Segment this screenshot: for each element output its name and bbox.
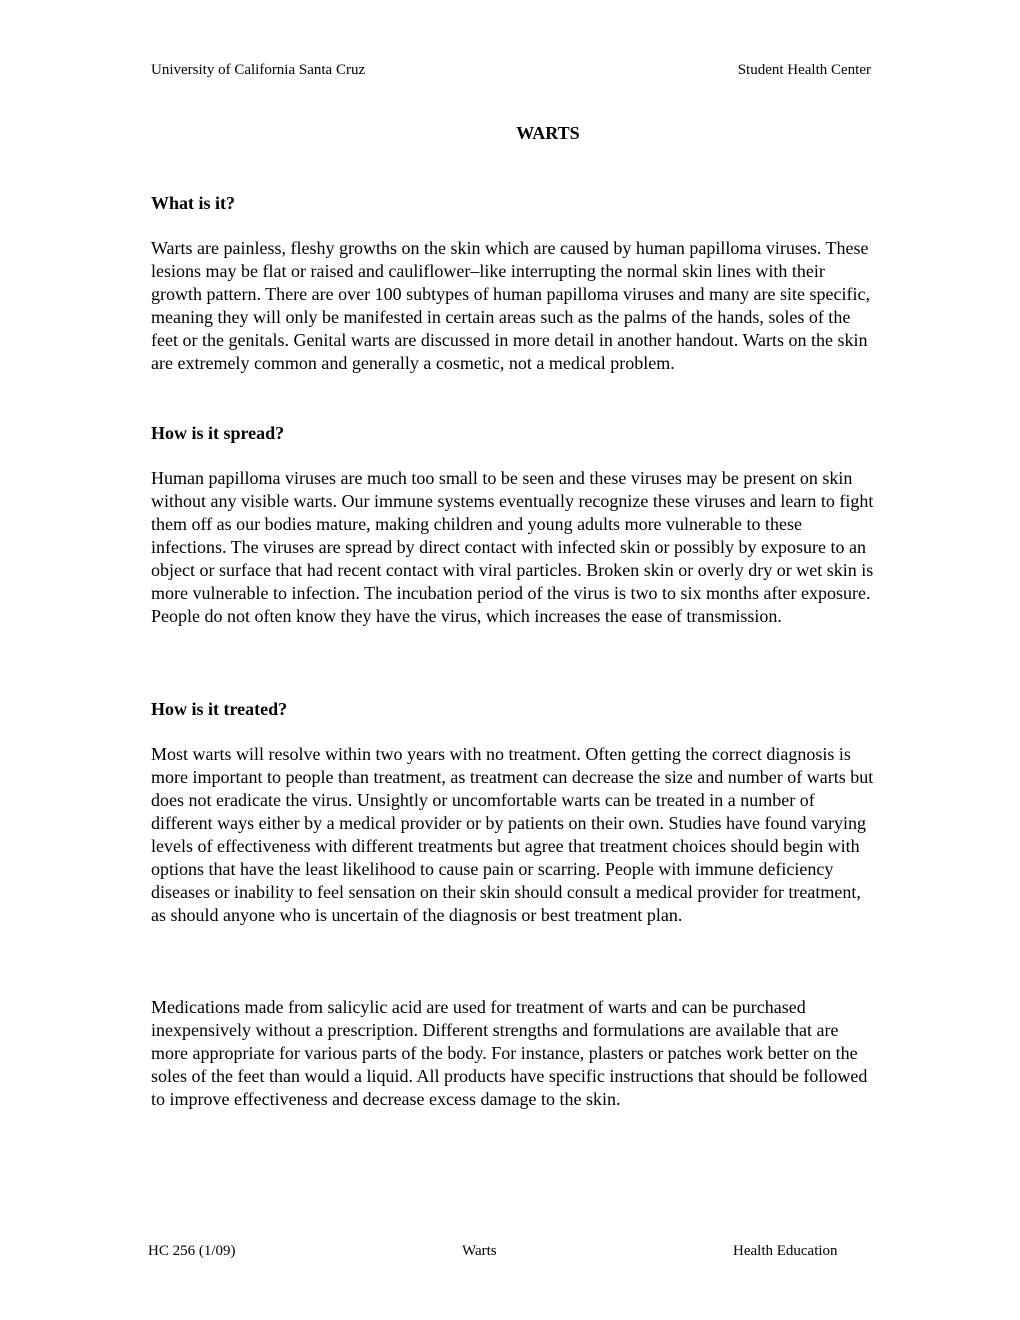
section-body-medications	[151, 996, 875, 1111]
section-body-what-is-it	[151, 237, 875, 375]
header-institution: University of California Santa Cruz	[151, 62, 366, 78]
section-heading-how-spread: How is it spread?	[151, 423, 285, 443]
footer-department: Health Education	[733, 1243, 838, 1259]
paragraph: Warts are painless, fleshy growths on the skin which are caused by human papilloma viruses. These lesions may be flat or raised and cauliflower–like interrupting the normal skin lines with their growth pattern. There are over 100 subtypes of human papilloma viruses and many are site specific, meaning they will only be manifested in certain areas such as the palms of the hands, soles of the feet or the genitals. Genital warts are discussed in more detail in another handout. Warts on the skin are extremely common and generally a cosmetic, not a medical problem.	[151, 238, 870, 373]
paragraph: Most warts will resolve within two years with no treatment. Often getting the correct diagnosis is more important to people than treatment, as treatment can decrease the size and number of warts but does not eradicate the virus. Unsightly or uncomfortable warts can be treated in a number of different ways either by a medical provider or by patients on their own. Studies have found varying levels of effectiveness with different treatments but agree that treatment choices should begin with options that have the least likelihood to cause pain or scarring. People with immune deficiency diseases or inability to feel sensation on their skin should consult a medical provider for treatment, as should anyone who is uncertain of the diagnosis or best treatment plan.	[151, 744, 874, 925]
section-heading-what-is-it: What is it?	[151, 193, 236, 213]
header-department: Student Health Center	[737, 62, 871, 78]
section-heading-how-treated: How is it treated?	[151, 699, 288, 719]
footer-topic: Warts	[462, 1243, 497, 1259]
paragraph: Medications made from salicylic acid are used for treatment of warts and can be purchased inexpensively without a prescription. Different strengths and formulations are available that are more appropriate for various parts of the body. For instance, plasters or patches work better on the soles of the feet than would a liquid. All products have specific instructions that should be followed to improve effectiveness and decrease excess damage to the skin.	[151, 997, 868, 1109]
section-body-how-treated	[151, 743, 875, 927]
document-title: WARTS	[516, 123, 580, 143]
paragraph: Human papilloma viruses are much too small to be seen and these viruses may be present on skin without any visible warts. Our immune systems eventually recognize these viruses and learn to fight them off as our bodies mature, making children and young adults more vulnerable to these infections. The viruses are spread by direct contact with infected skin or possibly by exposure to an object or surface that had recent contact with viral particles. Broken skin or overly dry or wet skin is more vulnerable to infection. The incubation period of the virus is two to six months after exposure. People do not often know they have the virus, which increases the ease of transmission.	[151, 468, 874, 626]
footer-doc-code: HC 256 (1/09)	[148, 1243, 236, 1259]
section-body-how-spread	[151, 467, 875, 628]
